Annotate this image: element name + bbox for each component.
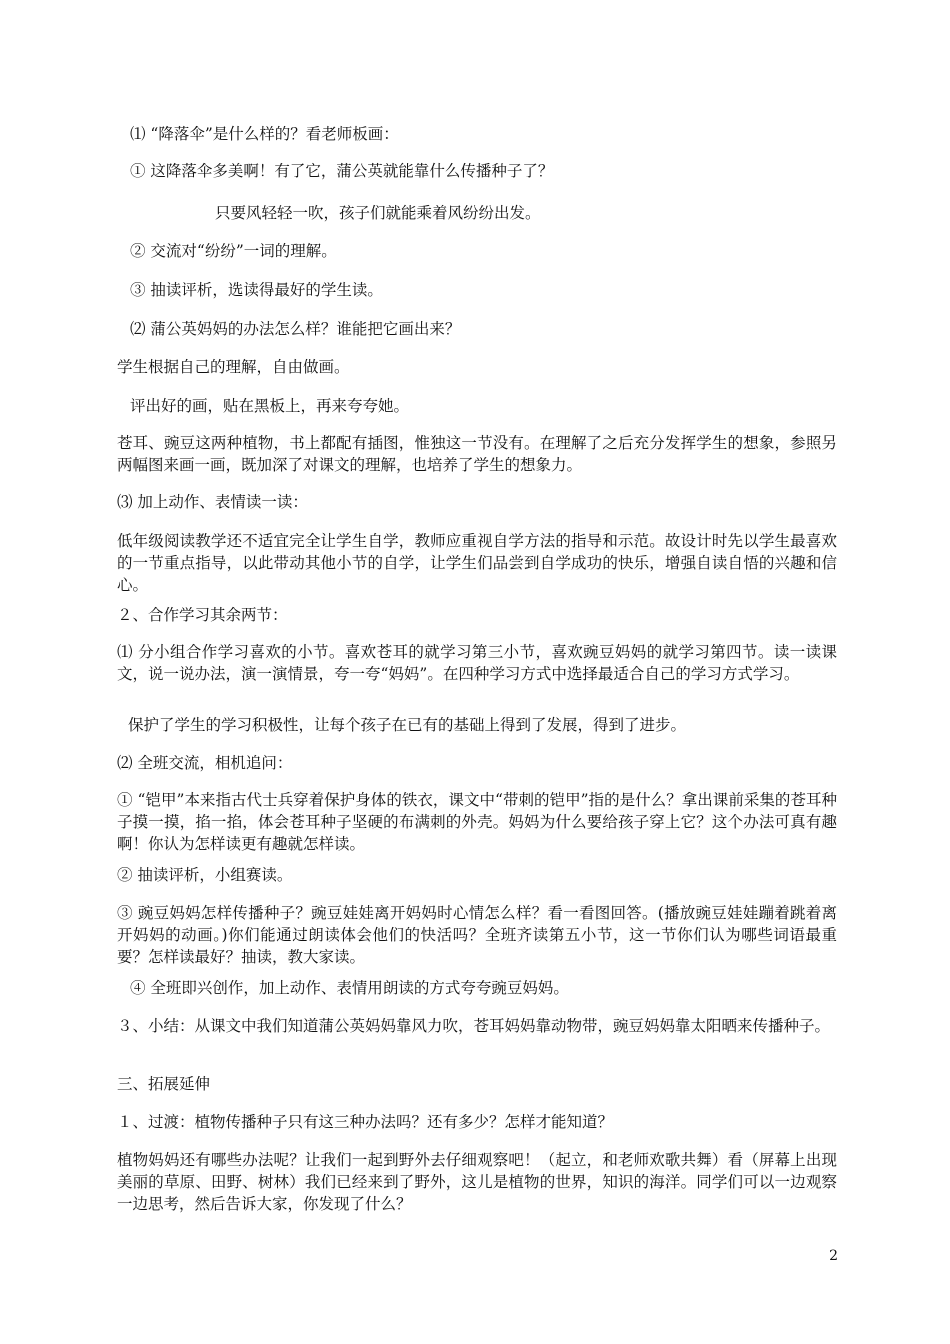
paragraph-15: ⑵ 全班交流，相机追问： <box>117 754 293 772</box>
paragraph-1: ⑴ “降落伞”是什么样的？看老师板画： <box>130 125 399 143</box>
paragraph-8: 评出好的画，贴在黑板上，再来夸夸她。 <box>130 397 410 415</box>
paragraph-7: 学生根据自己的理解，自由做画。 <box>117 358 350 376</box>
paragraph-16: ① “铠甲”本来指古代士兵穿着保护身体的铁衣，课文中“带刺的铠甲”指的是什么？拿出课前采集的苍耳种子摸一摸，掐一掐，体会苍耳种子坚硬的布满刺的外壳。妈妈为什么要给孩子穿上它？这个办法可真有趣啊！你认为怎样读更有趣就怎样读。 <box>117 791 837 853</box>
paragraph-12: ２、合作学习其余两节： <box>117 606 288 624</box>
paragraph-21: 三、拓展延伸 <box>117 1075 211 1093</box>
paragraph-11: 低年级阅读教学还不适宜完全让学生自学，教师应重视自学方法的指导和示范。故设计时先以学生最喜欢的一节重点指导，以此带动其他小节的自学，让学生们品尝到自学成功的快乐，增强自读自悟的兴趣和信心。 <box>117 532 837 594</box>
paragraph-5: ③ 抽读评析，选读得最好的学生读。 <box>130 281 383 299</box>
paragraph-18: ③ 豌豆妈妈怎样传播种子？豌豆娃娃离开妈妈时心情怎么样？看一看图回答。(播放豌豆娃娃蹦着跳着离开妈妈的动画。)你们能通过朗读体会他们的快活吗？全班齐读第五小节，这一节你们认为哪些词语最重要？怎样读最好？抽读，教大家读。 <box>117 904 837 966</box>
paragraph-6: ⑵ 蒲公英妈妈的办法怎么样？谁能把它画出来？ <box>130 320 461 338</box>
paragraph-4: ② 交流对“纷纷”一词的理解。 <box>130 242 337 260</box>
paragraph-13: ⑴ 分小组合作学习喜欢的小节。喜欢苍耳的就学习第三小节，喜欢豌豆妈妈的就学习第四节。读一读课文，说一说办法，演一演情景，夸一夸“妈妈”。在四种学习方式中选择最适合自己的学习方式学习。 <box>117 643 837 683</box>
paragraph-22: １、过渡：植物传播种子只有这三种办法吗？还有多少？怎样才能知道？ <box>117 1113 614 1131</box>
paragraph-3: 只要风轻轻一吹，孩子们就能乘着风纷纷出发。 <box>215 204 541 222</box>
paragraph-10: ⑶ 加上动作、表情读一读： <box>117 493 308 511</box>
paragraph-19: ④ 全班即兴创作，加上动作、表情用朗读的方式夸夸豌豆妈妈。 <box>130 979 569 997</box>
paragraph-17: ② 抽读评析，小组赛读。 <box>117 866 293 884</box>
paragraph-14: 保护了学生的学习积极性，让每个孩子在已有的基础上得到了发展，得到了进步。 <box>128 716 687 734</box>
paragraph-23: 植物妈妈还有哪些办法呢？让我们一起到野外去仔细观察吧！（起立，和老师欢歌共舞）看（屏幕上出现美丽的草原、田野、树林）我们已经来到了野外，这儿是植物的世界，知识的海洋。同学们可以一边观察一边思考，然后告诉大家，你发现了什么？ <box>117 1151 837 1213</box>
paragraph-20: ３、小结：从课文中我们知道蒲公英妈妈靠风力吹，苍耳妈妈靠动物带，豌豆妈妈靠太阳晒来传播种子。 <box>117 1017 831 1035</box>
paragraph-2: ① 这降落伞多美啊！有了它，蒲公英就能靠什么传播种子了？ <box>130 162 554 180</box>
paragraph-9: 苍耳、豌豆这两种植物，书上都配有插图，惟独这一节没有。在理解了之后充分发挥学生的想象，参照另两幅图来画一画，既加深了对课文的理解，也培养了学生的想象力。 <box>117 434 837 474</box>
page-number: 2 <box>829 1248 838 1264</box>
